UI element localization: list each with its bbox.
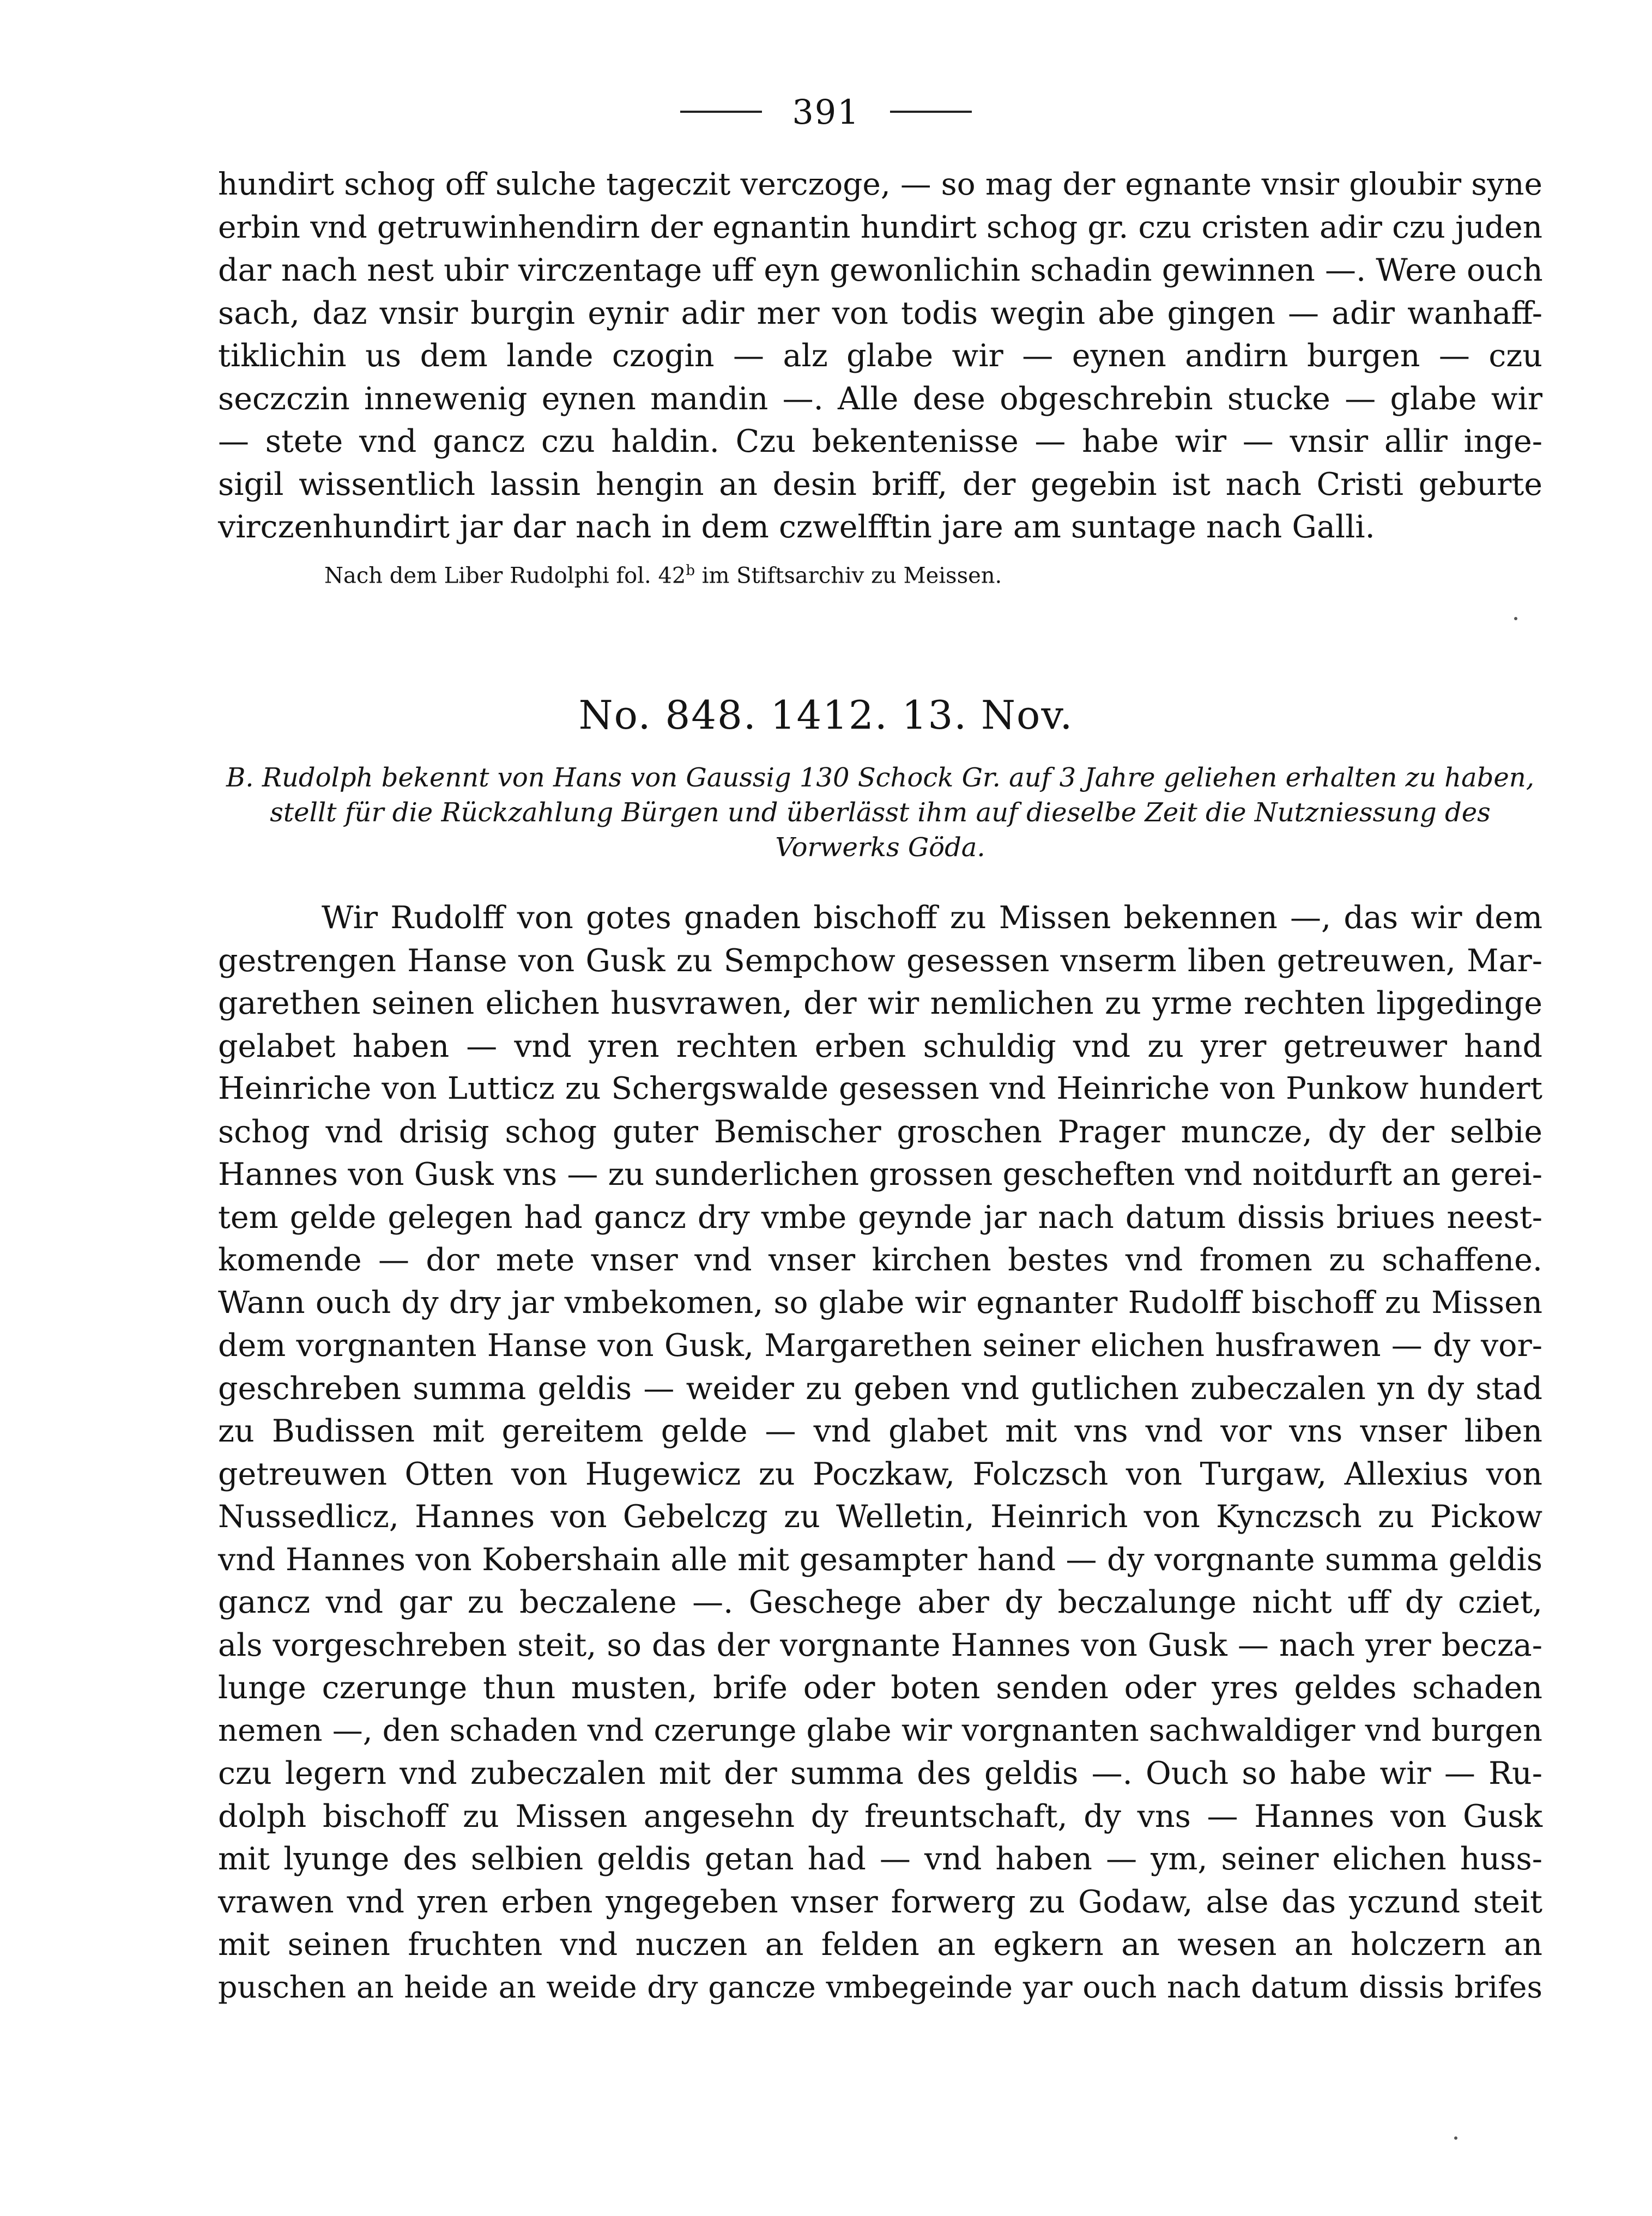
text-line: geschreben summa geldis — weider zu geben vnd gutlichen zubeczalen yn dy stad	[218, 1370, 1542, 1407]
margin-speck	[1454, 2136, 1457, 2140]
text-line: Nussedlicz, Hannes von Gebelczg zu Welletin, Heinrich von Kynczsch zu Pickow	[218, 1499, 1542, 1535]
text-line: hundirt schog off sulche tageczit verczoge, — so mag der egnante vnsir gloubir syne	[218, 167, 1542, 202]
header-rule-left	[680, 111, 762, 113]
text-line: dar nach nest ubir virczentage uff eyn gewonlichin schadin gewinnen —. Were ouch	[218, 252, 1543, 288]
text-line: getreuwen Otten von Hugewicz zu Poczkaw, Folczsch von Turgaw, Allexius von	[218, 1456, 1542, 1492]
text-line: komende — dor mete vnser vnd vnser kirchen bestes vnd fromen zu schaffene.	[218, 1242, 1542, 1278]
document-summary	[218, 760, 1542, 865]
summary-line: stellt für die Rückzahlung Bürgen und überlässt ihm auf dieselbe Zeit die Nutzniessung des	[270, 797, 1491, 828]
text-line: zu Budissen mit gereitem gelde — vnd glabet mit vns vnd vor vns vnser liben	[218, 1413, 1542, 1449]
source-note-text: Nach dem Liber Rudolphi fol. 42	[324, 563, 686, 589]
text-line: tiklichin us dem lande czogin — alz glabe wir — eynen andirn burgen — czu	[218, 338, 1542, 374]
text-line: gelabet haben — vnd yren rechten erben schuldig vnd zu yrer getreuwer hand	[218, 1028, 1542, 1064]
source-note	[324, 562, 1002, 588]
top-paragraph	[218, 164, 1542, 549]
text-line: Hannes von Gusk vns — zu sunderlichen grossen gescheften vnd noitdurft an gerei-	[218, 1157, 1542, 1192]
text-line: mit lyunge des selbien geldis getan had — vnd haben — ym, seiner elichen huss-	[218, 1841, 1542, 1877]
source-note-superscript: b	[686, 562, 695, 579]
text-line: tem gelde gelegen had gancz dry vmbe geynde jar nach datum dissis briues neest-	[218, 1199, 1542, 1236]
text-line: vnd Hannes von Kobershain alle mit gesampter hand — dy vorgnante summa geldis	[218, 1541, 1542, 1578]
text-line: schog vnd drisig schog guter Bemischer groschen Prager muncze, dy der selbie	[218, 1113, 1542, 1150]
text-line: Wir Rudolff von gotes gnaden bischoff zu Missen bekennen —, das wir dem	[322, 900, 1542, 936]
text-line: garethen seinen elichen husvrawen, der wir nemlichen zu yrme rechten lipgedinge	[218, 985, 1542, 1021]
text-line: — stete vnd gancz czu haldin. Czu bekentenisse — habe wir — vnsir allir inge-	[218, 423, 1542, 459]
summary-line: B. Rudolph bekennt von Hans von Gaussig 130 Schock Gr. auf 3 Jahre geliehen erhalten zu haben,	[226, 762, 1534, 793]
text-line: gancz vnd gar zu beczalene —. Geschege aber dy beczalunge nicht uff dy cziet,	[218, 1584, 1542, 1620]
text-line: vrawen vnd yren erben yngegeben vnser forwerg zu Godaw, alse das yczund steit	[218, 1884, 1542, 1920]
text-line: sach, daz vnsir burgin eynir adir mer von todis wegin abe gingen — adir wanhaff-	[218, 295, 1542, 331]
text-line: erbin vnd getruwinhendirn der egnantin hundirt schog gr. czu cristen adir czu juden	[218, 209, 1542, 245]
text-line: gestrengen Hanse von Gusk zu Sempchow gesessen vnserm liben getreuwen, Mar-	[218, 942, 1542, 979]
text-line: mit seinen fruchten vnd nuczen an felden an egkern an wesen an holczern an	[218, 1927, 1542, 1963]
text-line: als vorgeschreben steit, so das der vorgnante Hannes von Gusk — nach yrer becza-	[218, 1627, 1542, 1663]
margin-speck	[1514, 617, 1517, 620]
text-line: seczczin innewenig eynen mandin —. Alle dese obgeschrebin stucke — glabe wir	[218, 380, 1542, 417]
source-note-text-end: im Stiftsarchiv zu Meissen.	[695, 563, 1002, 589]
text-line: nemen —, den schaden vnd czerunge glabe wir vorgnanten sachwaldiger vnd burgen	[218, 1712, 1542, 1748]
text-line: puschen an heide an weide dry gancze vmbegeinde yar ouch nach datum dissis brifes	[218, 1969, 1542, 2005]
text-line: lunge czerunge thun musten, brife oder boten senden oder yres geldes schaden	[218, 1670, 1542, 1706]
text-line: Wann ouch dy dry jar vmbekomen, so glabe wir egnanter Rudolff bischoff zu Missen	[218, 1285, 1542, 1321]
text-line: czu legern vnd zubeczalen mit der summa des geldis —. Ouch so habe wir — Ru-	[218, 1755, 1542, 1791]
summary-line: Vorwerks Göda.	[775, 832, 985, 863]
page-number: 391	[792, 92, 860, 132]
main-paragraph	[218, 897, 1542, 2009]
text-line: Heinriche von Lutticz zu Schergswalde gesessen vnd Heinriche von Punkow hundert	[218, 1071, 1542, 1106]
text-line: dolph bischoff zu Missen angesehn dy freuntschaft, dy vns — Hannes von Gusk	[218, 1798, 1542, 1834]
text-line: virczenhundirt jar dar nach in dem czwelfftin jare am suntage nach Galli.	[218, 509, 1375, 545]
text-line: sigil wissentlich lassin hengin an desin briff, der gegebin ist nach Cristi geburte	[218, 466, 1542, 502]
text-line: dem vorgnanten Hanse von Gusk, Margarethen seiner elichen husfrawen — dy vor-	[218, 1328, 1542, 1364]
document-heading: No. 848. 1412. 13. Nov.	[578, 692, 1074, 738]
page-header	[0, 82, 1652, 142]
header-rule-right	[890, 111, 972, 113]
